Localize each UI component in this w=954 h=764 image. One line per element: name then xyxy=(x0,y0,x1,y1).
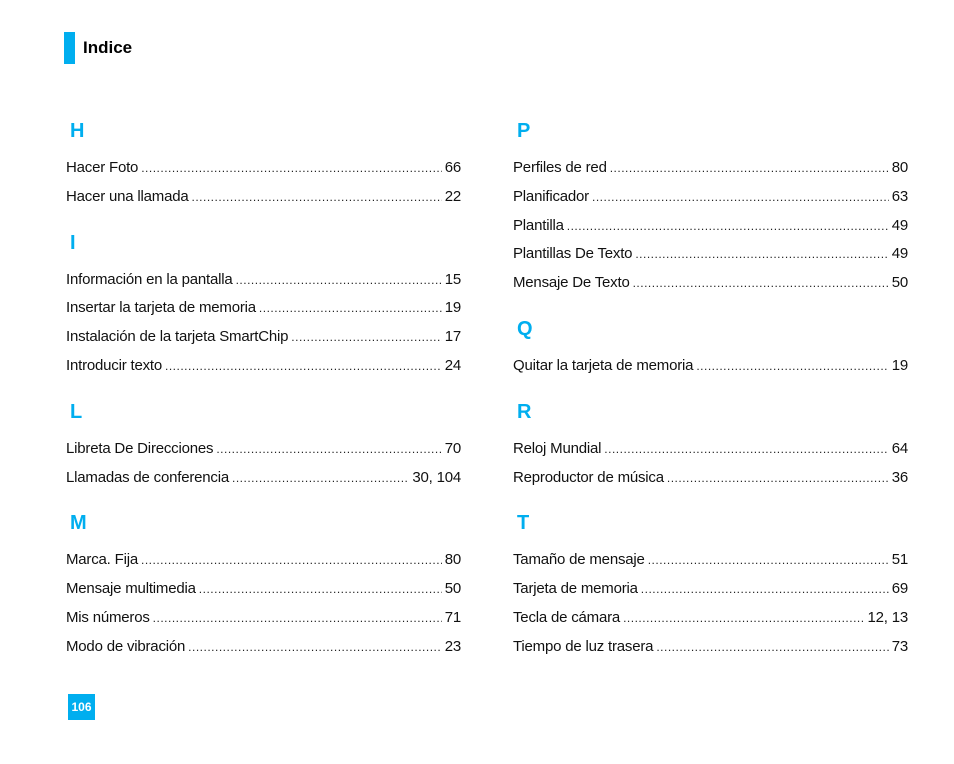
section-letter: L xyxy=(70,400,83,423)
index-entry xyxy=(66,579,461,608)
entry-list xyxy=(66,270,461,385)
index-entry xyxy=(513,550,908,579)
dot-leader xyxy=(635,244,888,264)
entry-label: Reloj Mundial xyxy=(513,439,602,457)
entry-label: Introducir texto xyxy=(66,356,163,374)
entry-label: Mis números xyxy=(66,608,150,626)
entry-page-number: 70 xyxy=(444,439,461,457)
entry-label: Reproductor de música xyxy=(513,468,664,486)
entry-page-number: 63 xyxy=(891,187,908,205)
index-section-p xyxy=(513,118,908,302)
entry-page-number: 49 xyxy=(891,245,908,263)
dot-leader xyxy=(192,187,442,207)
entry-page-number: 80 xyxy=(444,551,461,569)
entry-page-number: 80 xyxy=(891,159,908,176)
index-entry xyxy=(66,298,461,327)
index-entry xyxy=(66,637,461,666)
section-letter: H xyxy=(70,120,85,142)
page-header xyxy=(64,32,132,64)
dot-leader xyxy=(592,187,889,207)
entry-page-number: 69 xyxy=(891,580,908,598)
dot-leader xyxy=(141,158,442,178)
page-title: Indice xyxy=(83,38,133,57)
entry-page-number: 19 xyxy=(444,299,461,317)
dot-leader xyxy=(667,468,889,488)
entry-list xyxy=(513,356,908,385)
entry-label: Libreta De Direcciones xyxy=(66,439,214,457)
index-entry xyxy=(66,187,461,216)
index-entry xyxy=(513,468,908,497)
entry-page-number: 71 xyxy=(444,608,461,626)
entry-page-number: 36 xyxy=(891,468,908,486)
index-entry xyxy=(513,158,908,187)
index-section-m xyxy=(66,510,461,665)
index-entry xyxy=(513,579,908,608)
entry-page-number: 19 xyxy=(891,356,908,374)
section-letter: R xyxy=(517,400,532,423)
entry-label: Instalación de la tarjeta SmartChip xyxy=(66,328,289,346)
entry-label: Modo de vibración xyxy=(66,637,186,655)
index-section-r xyxy=(513,399,908,497)
index-entry xyxy=(66,356,461,385)
index-entry xyxy=(66,327,461,356)
dot-leader xyxy=(623,608,864,628)
dot-leader xyxy=(567,216,889,236)
index-entry xyxy=(513,637,908,666)
entry-page-number: 50 xyxy=(444,580,461,598)
index-section-h xyxy=(66,118,461,216)
entry-list xyxy=(66,439,461,497)
index-entry xyxy=(513,608,908,637)
dot-leader xyxy=(648,550,889,570)
index-entry xyxy=(66,608,461,637)
entry-page-number: 50 xyxy=(891,274,908,292)
index-entry xyxy=(513,216,908,245)
dot-leader xyxy=(236,270,442,290)
dot-leader xyxy=(610,158,889,178)
index-entry xyxy=(66,468,461,497)
entry-list xyxy=(66,158,461,216)
index-column-right xyxy=(513,118,908,680)
entry-page-number: 22 xyxy=(444,187,461,205)
entry-label: Tarjeta de memoria xyxy=(513,580,638,598)
dot-leader xyxy=(656,637,888,657)
entry-label: Marca. Fija xyxy=(66,551,138,569)
entry-label: Mensaje De Texto xyxy=(513,274,630,292)
entry-label: Perfiles de red xyxy=(513,159,607,176)
section-letter: Q xyxy=(517,317,533,340)
entry-page-number: 49 xyxy=(891,216,908,234)
entry-list xyxy=(513,550,908,665)
dot-leader xyxy=(641,579,889,599)
dot-leader xyxy=(604,439,888,459)
dot-leader xyxy=(696,356,888,376)
dot-leader xyxy=(259,298,442,318)
index-section-q xyxy=(513,316,908,385)
dot-leader xyxy=(153,608,442,628)
entry-list xyxy=(513,158,908,302)
entry-page-number: 17 xyxy=(444,328,461,346)
index-entry xyxy=(66,439,461,468)
entry-page-number: 12, 13 xyxy=(867,608,908,626)
dot-leader xyxy=(199,579,442,599)
dot-leader xyxy=(188,637,442,657)
section-letter: P xyxy=(517,120,531,142)
entry-page-number: 24 xyxy=(444,356,461,374)
entry-label: Tiempo de luz trasera xyxy=(513,637,654,655)
dot-leader xyxy=(165,356,442,376)
entry-page-number: 51 xyxy=(891,551,908,569)
entry-label: Hacer una llamada xyxy=(66,187,189,205)
index-column-left xyxy=(66,118,461,680)
entry-label: Hacer Foto xyxy=(66,159,139,176)
dot-leader xyxy=(216,439,441,459)
index-entry xyxy=(513,244,908,273)
entry-label: Quitar la tarjeta de memoria xyxy=(513,356,694,374)
entry-label: Llamadas de conferencia xyxy=(66,468,230,486)
index-entry xyxy=(513,439,908,468)
entry-page-number: 23 xyxy=(444,637,461,655)
dot-leader xyxy=(232,468,409,488)
entry-page-number: 64 xyxy=(891,439,908,457)
index-entry xyxy=(513,187,908,216)
entry-label: Planificador xyxy=(513,187,589,205)
entry-label: Tecla de cámara xyxy=(513,608,621,626)
dot-leader xyxy=(291,327,441,347)
entry-label: Insertar la tarjeta de memoria xyxy=(66,299,256,317)
section-letter: I xyxy=(70,231,76,254)
entry-list xyxy=(66,550,461,665)
entry-page-number: 15 xyxy=(444,270,461,288)
section-letter: T xyxy=(517,512,530,535)
index-section-i xyxy=(66,230,461,385)
dot-leader xyxy=(633,273,889,293)
index-entry xyxy=(66,158,461,187)
index-entry xyxy=(66,550,461,579)
index-section-l xyxy=(66,399,461,497)
entry-label: Información en la pantalla xyxy=(66,270,233,288)
entry-page-number: 73 xyxy=(891,637,908,655)
index-entry xyxy=(66,270,461,299)
entry-label: Plantillas De Texto xyxy=(513,245,633,263)
section-letter: M xyxy=(70,512,87,535)
entry-label: Tamaño de mensaje xyxy=(513,551,645,569)
entry-label: Plantilla xyxy=(513,216,564,234)
entry-page-number: 30, 104 xyxy=(412,468,461,486)
entry-list xyxy=(513,439,908,497)
page-number-badge: 106 xyxy=(68,694,95,720)
entry-page-number: 66 xyxy=(444,159,461,176)
dot-leader xyxy=(141,550,442,570)
index-entry xyxy=(513,356,908,385)
entry-label: Mensaje multimedia xyxy=(66,580,196,598)
header-accent-bar xyxy=(64,32,75,64)
index-entry xyxy=(513,273,908,302)
index-section-t xyxy=(513,510,908,665)
